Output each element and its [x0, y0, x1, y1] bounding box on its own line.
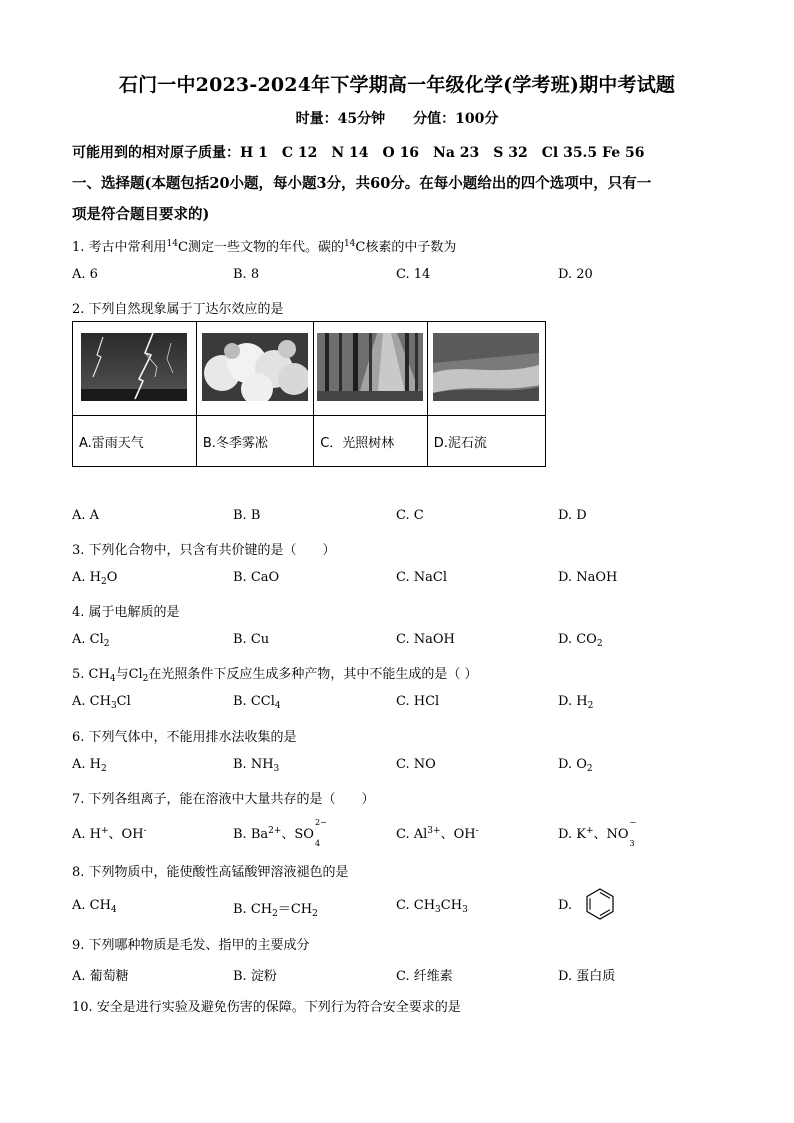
- q4-option-b: B. Cu: [233, 632, 270, 647]
- sunlit-forest-image: [317, 333, 423, 401]
- q3-option-c: C. NaCl: [396, 570, 447, 585]
- q1-option-d: D. 20: [558, 267, 593, 282]
- q8-option-d: D.: [558, 898, 573, 913]
- q5-option-a: A. $CH_3Cl$: [72, 694, 131, 711]
- mudslide-image: [433, 333, 539, 401]
- q3-option-b: B. CaO: [233, 570, 280, 585]
- question-9: 9. 下列哪种物质是毛发、指甲的主要成分: [72, 938, 310, 953]
- section-heading-line2: 项是符合题目要求的): [72, 206, 210, 223]
- question-4: 4. 属于电解质的是: [72, 605, 180, 620]
- question-3: 3. 下列化合物中，只含有共价键的是（ ）: [72, 543, 336, 558]
- question-8: 8. 下列物质中，能使酸性高锰酸钾溶液褪色的是: [72, 865, 349, 880]
- question-6: 6. 下列气体中，不能用排水法收集的是: [72, 730, 297, 745]
- q7-option-c: C. $Al^{3+}$、OH-: [396, 826, 479, 842]
- q9-option-c: C. 纤维素: [396, 969, 453, 984]
- q3-option-d: D. NaOH: [558, 570, 618, 585]
- rime-frost-image: [202, 333, 308, 401]
- q2-image-cell-b: [196, 322, 313, 416]
- q6-option-d: D. $O_2$: [558, 757, 593, 774]
- atomic-masses: 可能用到的相对原子质量：H 1 C 12 N 14 O 16 Na 23 S 32 Cl 35.5 Fe 56: [72, 145, 645, 161]
- benzene-ring-icon: [582, 886, 618, 922]
- q4-option-c: C. NaOH: [396, 632, 455, 647]
- q9-option-a: A. 葡萄糖: [72, 969, 129, 984]
- q7-option-b: B. $Ba^{2+}$、SO 2− 4: [233, 818, 327, 848]
- q4-option-a: A. $Cl_2$: [72, 632, 110, 649]
- exam-meta: [0, 108, 794, 128]
- q3-option-a: A. $H_2O$: [72, 570, 118, 587]
- q2-label-d: D.泥石流: [427, 416, 545, 467]
- q2-image-cell-d: [427, 322, 545, 416]
- q6-option-c: C. NO: [396, 757, 436, 772]
- q2-image-table: [72, 321, 546, 467]
- q5-option-c: C. HCl: [396, 694, 440, 709]
- q2-label-b: B.冬季雾凇: [196, 416, 313, 467]
- q2-option-b: B. B: [233, 508, 261, 523]
- q9-option-d: D. 蛋白质: [558, 969, 616, 984]
- question-2: 2. 下列自然现象属于丁达尔效应的是: [72, 302, 284, 317]
- page-title: 石门一中2023-2024年下学期高一年级化学(学考班)期中考试题: [118, 74, 676, 96]
- exam-score: 分值：100分: [413, 111, 499, 127]
- q2-option-c: C. C: [396, 508, 424, 523]
- q8-option-b: B. $CH_2=CH_2$: [233, 902, 318, 919]
- q5-option-b: B. CCl$_4$: [233, 694, 281, 711]
- q2-label-c: C．光照树林: [314, 416, 428, 467]
- q2-option-d: D. D: [558, 508, 587, 523]
- q1-option-b: B. 8: [233, 267, 260, 282]
- q6-option-b: B. $NH_3$: [233, 757, 280, 774]
- q2-option-a: A. A: [72, 508, 100, 523]
- q7-option-a: A. H+、OH-: [72, 826, 147, 842]
- q8-option-c: C. $CH_3CH_3$: [396, 898, 468, 915]
- q4-option-d: D. $CO_2$: [558, 632, 603, 649]
- q5-option-d: D. $H_2$: [558, 694, 594, 711]
- question-1: 1. 考古中常利用$^{14}$C测定一些文物的年代。碳的$^{14}$C核素的中子数为: [72, 239, 457, 255]
- question-7: 7. 下列各组离子，能在溶液中大量共存的是（ ）: [72, 792, 375, 807]
- lightning-image: [81, 333, 187, 401]
- q2-image-cell-a: [73, 322, 197, 416]
- q2-label-a: A.雷雨天气: [73, 416, 197, 467]
- q8-option-a: A. $CH_4$: [72, 898, 117, 915]
- q1-option-c: C. 14: [396, 267, 431, 282]
- exam-time: 时量：45分钟: [295, 111, 386, 127]
- section-heading-line1: 一、选择题(本题包括20小题，每小题3分，共60分。在每小题给出的四个选项中，只有一: [72, 175, 652, 192]
- q2-image-cell-c: [314, 322, 428, 416]
- q7-option-d: D. K+、NO − 3: [558, 818, 637, 848]
- q9-option-b: B. 淀粉: [233, 969, 277, 984]
- q6-option-a: A. $H_2$: [72, 757, 107, 774]
- q1-option-a: A. 6: [72, 267, 98, 282]
- question-10: 10. 安全是进行实验及避免伤害的保障。下列行为符合安全要求的是: [72, 1000, 461, 1015]
- question-5: 5. $CH_4$与$Cl_2$在光照条件下反应生成多种产物，其中不能生成的是（ ）: [72, 667, 478, 684]
